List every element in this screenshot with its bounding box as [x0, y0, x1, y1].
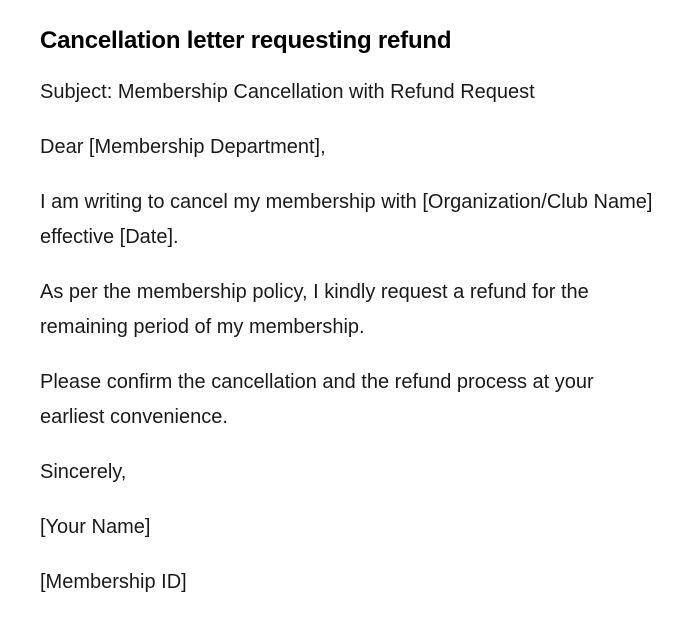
name-placeholder: [Your Name] — [40, 516, 151, 538]
subject-line: Subject: Membership Cancellation with Refund Request — [40, 81, 535, 103]
closing: Sincerely, — [40, 461, 127, 483]
body-paragraph-cancel: I am writing to cancel my membership with [Organization/Club Name] effective [Date]. — [40, 191, 653, 248]
page-title: Cancellation letter requesting refund — [40, 27, 452, 54]
membership-id-placeholder: [Membership ID] — [40, 571, 187, 593]
salutation: Dear [Membership Department], — [40, 136, 326, 158]
body-paragraph-confirm: Please confirm the cancellation and the refund process at your earliest convenience. — [40, 371, 594, 428]
body-paragraph-refund: As per the membership policy, I kindly request a refund for the remaining period of my membership. — [40, 281, 589, 338]
